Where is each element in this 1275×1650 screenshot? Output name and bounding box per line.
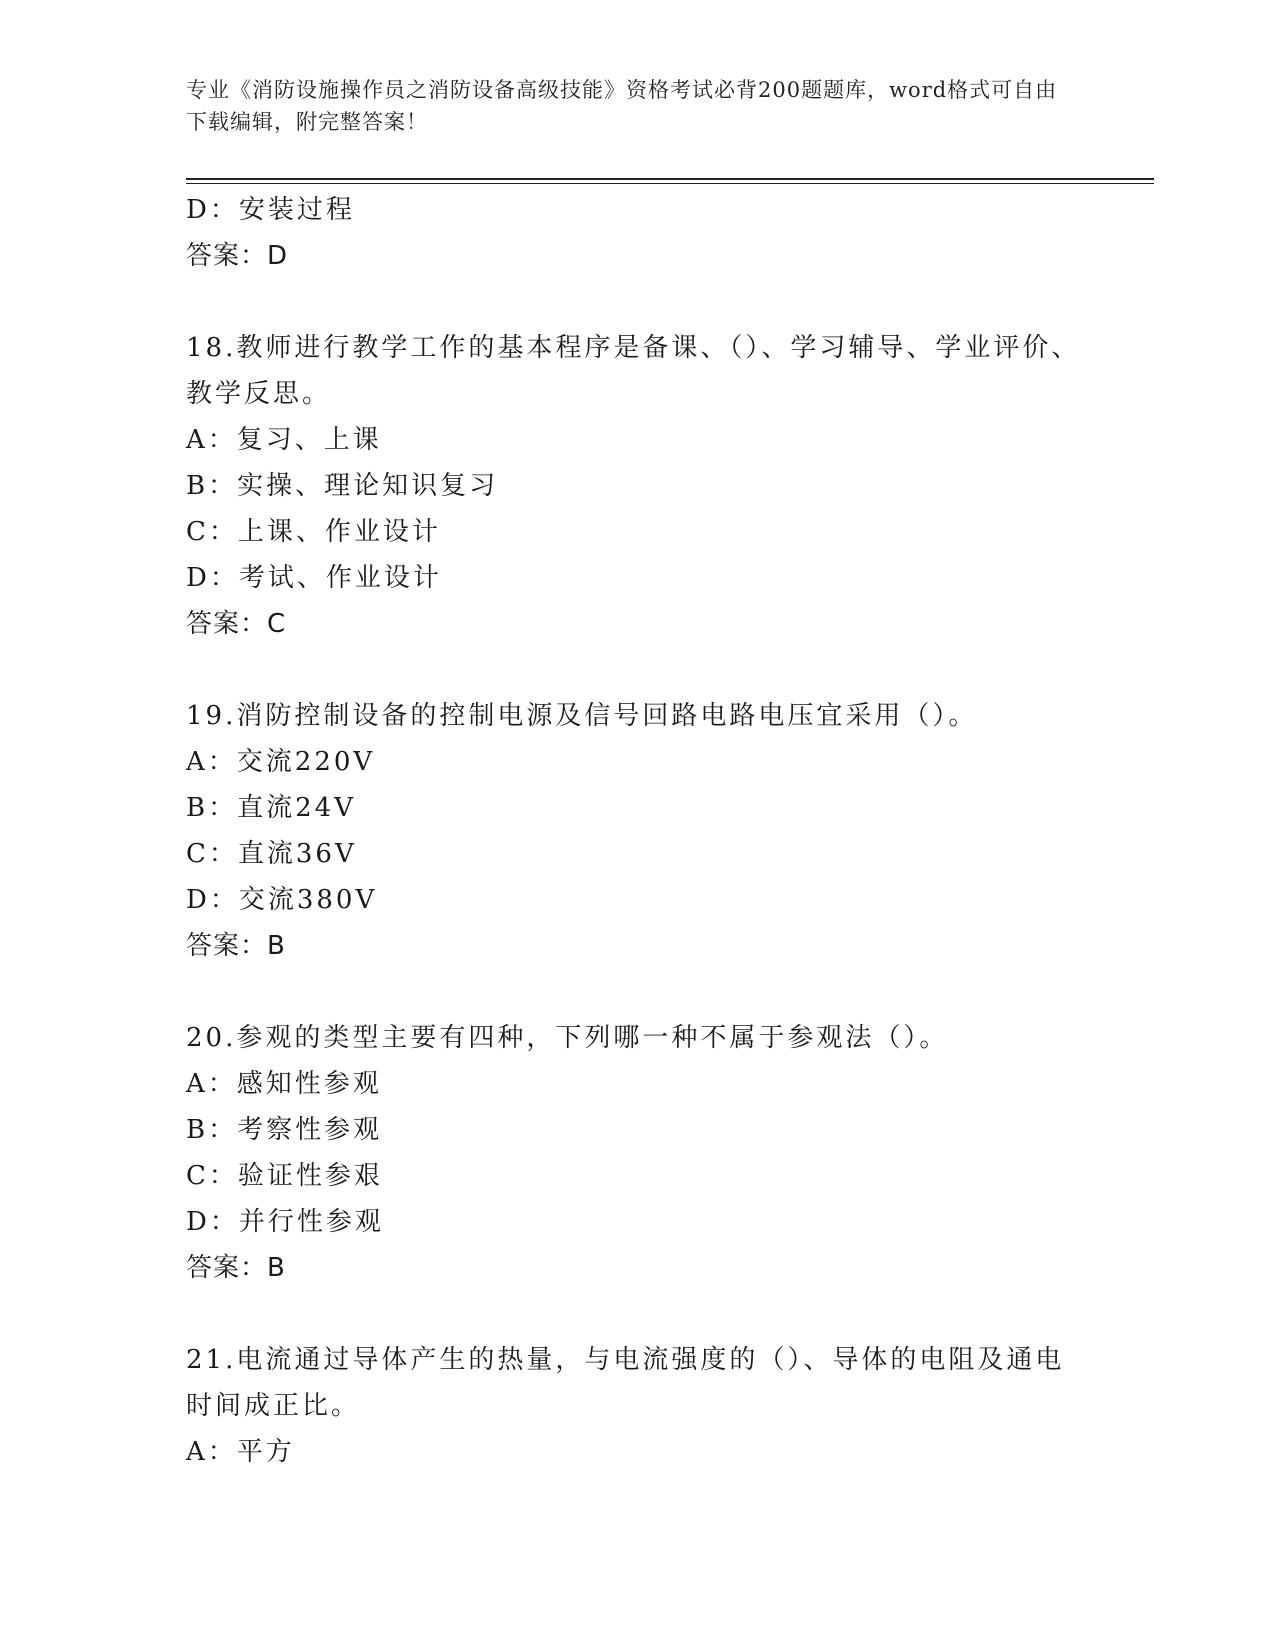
option-d: D：考试、作业设计 [186, 563, 442, 593]
option-d: D：交流380V [186, 885, 378, 915]
question-19 [186, 693, 1086, 969]
option-a: A：平方 [186, 1437, 295, 1467]
question-stem: 21.电流通过导体产生的热量，与电流强度的（）、导体的电阻及通电时间成正比。 [186, 1345, 1065, 1421]
option-c: C：上课、作业设计 [186, 517, 441, 547]
option-a: A：交流220V [186, 747, 376, 777]
option-d: D：并行性参观 [186, 1207, 384, 1237]
answer: 答案：C [186, 609, 287, 639]
question-stem: 19.消防控制设备的控制电源及信号回路电路电压宜采用（）。 [186, 701, 978, 731]
question-21 [186, 1337, 1086, 1475]
question-stem: 18.教师进行教学工作的基本程序是备课、（）、学习辅导、学业评价、教学反思。 [186, 333, 1081, 409]
option-b: B：直流24V [186, 793, 356, 823]
question-18 [186, 325, 1086, 647]
option-c: C：直流36V [186, 839, 357, 869]
option-c: C：验证性参艰 [186, 1161, 383, 1191]
header-rule-thick [186, 178, 1154, 180]
answer: 答案：B [186, 931, 286, 961]
question-stem: 20.参观的类型主要有四种，下列哪一种不属于参观法（）。 [186, 1023, 949, 1053]
answer: 答案：D [186, 241, 289, 271]
header-rule-thin [186, 183, 1154, 184]
option-b: B：实操、理论知识复习 [186, 471, 499, 501]
option-a: A：复习、上课 [186, 425, 382, 455]
option-a: A：感知性参观 [186, 1069, 382, 1099]
option-b: B：考察性参观 [186, 1115, 383, 1145]
option-d: D：安装过程 [186, 195, 355, 225]
document-header: 专业《消防设施操作员之消防设备高级技能》资格考试必背200题题库，word格式可自由下载编辑，附完整答案！ [186, 78, 1058, 134]
question-content [186, 187, 1086, 1475]
answer: 答案：B [186, 1253, 286, 1283]
question-20 [186, 1015, 1086, 1291]
